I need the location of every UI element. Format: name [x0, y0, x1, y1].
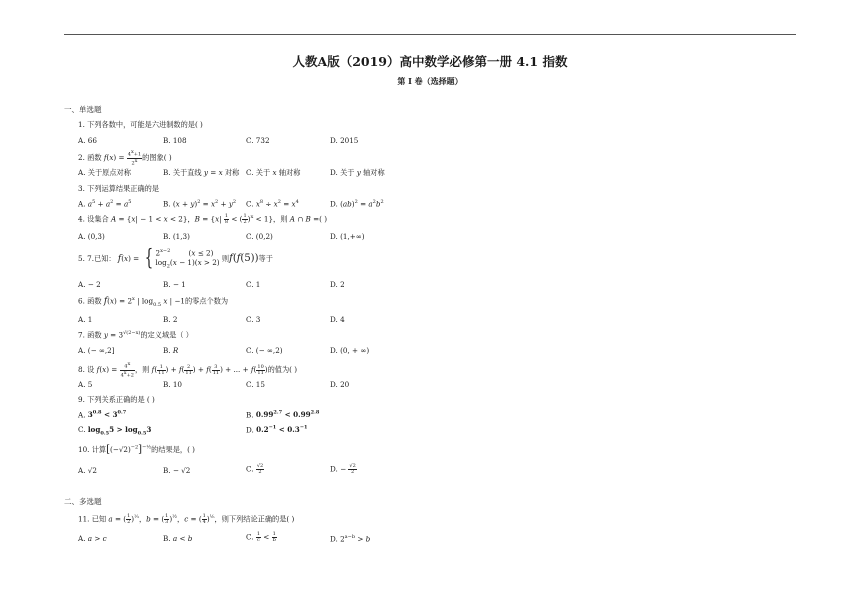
- page-title: 人教A版（2019）高中数学必修第一册 4.1 指数: [292, 54, 568, 69]
- q4-option-c: C. (0,2): [246, 232, 273, 241]
- q4-option-d: D. (1,+∞): [330, 232, 365, 241]
- question-3: 3. 下列运算结果正确的是: [78, 184, 160, 193]
- q3-option-d: D. $(ab)^2 = a^2b^2$: [330, 199, 384, 209]
- q10-option-a: A. √2: [78, 466, 97, 475]
- q1-option-a: A. 66: [78, 136, 97, 145]
- q7-option-c: C. (− ∞,2): [246, 346, 283, 355]
- q5-option-d: D. 2: [330, 280, 345, 289]
- q10-option-c: C. $\frac{√2}{2}$: [246, 463, 264, 475]
- page-subtitle: 第 I 卷（选择题）: [397, 76, 463, 86]
- q11-option-b: B. a < b: [163, 534, 193, 543]
- q5-option-b: B. − 1: [163, 280, 186, 289]
- q4-option-b: B. (1,3): [163, 232, 190, 241]
- header-rule: [64, 34, 796, 35]
- q5-option-c: C. 1: [246, 280, 261, 289]
- question-8: 8. 设 f(x) = $\frac{4^x}{4^x+2}$ ，则 f( $\frac{1}{11}$ ) + f( $\frac{2}{11}$ ) + f( $\frac{3}{11}$ ) + ... + f( $\frac{10}{11}$ )的值为( ): [78, 361, 298, 379]
- q8-option-a: A. 5: [78, 380, 93, 389]
- q6-option-a: A. 1: [78, 315, 93, 324]
- q8-option-d: D. 20: [330, 380, 350, 389]
- question-11: 11. 已知 a = ( $\frac{1}{2}$ )$^{\frac{1}{3}}$，b = ( $\frac{1}{3}$ )$^{\frac{1}{2}}$，c = ( $\frac{1}{4}$ )$^{\frac{1}{6}}$，则下列结论正确的是( ): [78, 513, 295, 525]
- q1-option-c: C. 732: [246, 136, 270, 145]
- q2-option-a: A. 关于原点对称: [78, 168, 131, 177]
- q9-option-b: B. $0.99^{2.7} < 0.99^{2.8}$: [246, 410, 320, 420]
- q9-option-d: D. $0.2^{-1} < 0.3^{-1}$: [246, 425, 308, 435]
- q8-option-c: C. 15: [246, 380, 265, 389]
- q2-option-b: B. 关于直线 y = x 对称: [163, 168, 240, 177]
- q9-option-c: C. $\log_{0.5}5 > \log_{0.5}3$: [78, 425, 152, 437]
- q11-option-d: D. $2^{a-b} > b$: [330, 534, 371, 544]
- section-single-choice: 一、单选题: [64, 105, 102, 114]
- q2-option-d: D. 关于 y 轴对称: [330, 168, 385, 177]
- question-9: 9. 下列关系正确的是 ( ): [78, 395, 155, 404]
- question-4: 4. 设集合 A = {x| − 1 < x < 2}，B = {x| $\frac{1}{8}$ < ( $\frac{1}{2}$ )$^x$ < 1}，则 A ∩ B =( ): [78, 213, 328, 225]
- q11-option-c: C. $\frac{1}{c}$ < $\frac{1}{b}$: [246, 531, 276, 543]
- q10-option-d: D. − $\frac{√2}{2}$: [330, 463, 356, 475]
- q9-option-a: A. $3^{0.8} < 3^{0.7}$: [78, 410, 127, 420]
- q4-option-a: A. (0,3): [78, 232, 105, 241]
- q1-option-d: D. 2015: [330, 136, 359, 145]
- q6-option-d: D. 4: [330, 315, 345, 324]
- q1-option-b: B. 108: [163, 136, 187, 145]
- question-10: 10. 计算$[(-√2)^{-2}]^{-\frac{1}{2}}$的结果是，( ): [78, 444, 195, 455]
- q2-option-c: C. 关于 x 轴对称: [246, 168, 301, 177]
- question-7: 7. 函数 $y = 3^{√(2-x)}$的定义域是（ ）: [78, 330, 193, 340]
- q3-option-b: B. $(x + y)^2 = x^2 + y^2$: [163, 199, 237, 209]
- q7-option-a: A. (− ∞,2]: [78, 346, 115, 355]
- question-1: 1. 下列各数中，可能是六进制数的是( ): [78, 120, 203, 129]
- q10-option-b: B. − √2: [163, 466, 191, 475]
- q3-option-c: C. $x^8 \div x^2 = x^4$: [246, 199, 299, 209]
- q5-option-a: A. − 2: [78, 280, 101, 289]
- q6-option-c: C. 3: [246, 315, 261, 324]
- q7-option-d: D. (0, + ∞): [330, 346, 370, 355]
- q6-option-b: B. 2: [163, 315, 178, 324]
- section-multiple-choice: 二、多选题: [64, 497, 102, 506]
- q7-option-b: B. R: [163, 346, 179, 355]
- question-5: 5. 7.已知： f(x) = { $2^{x-2}$ (x ≤ 2) $\log_2(x - 1)(x > 2)$ 则f(f(5))等于: [78, 245, 273, 271]
- question-6: 6. 函数 $f(x) = 2^x$ | $\log_{0.5} x$ | −1的零点个数为: [78, 296, 229, 308]
- q3-option-a: A. $a^5 + a^2 = a^5$: [78, 199, 132, 209]
- question-2: 2. 函数 f(x) = $\frac{4^x+1}{2^x}$ 的图象( ): [78, 149, 172, 167]
- q11-option-a: A. a > c: [78, 534, 107, 543]
- q8-option-b: B. 10: [163, 380, 182, 389]
